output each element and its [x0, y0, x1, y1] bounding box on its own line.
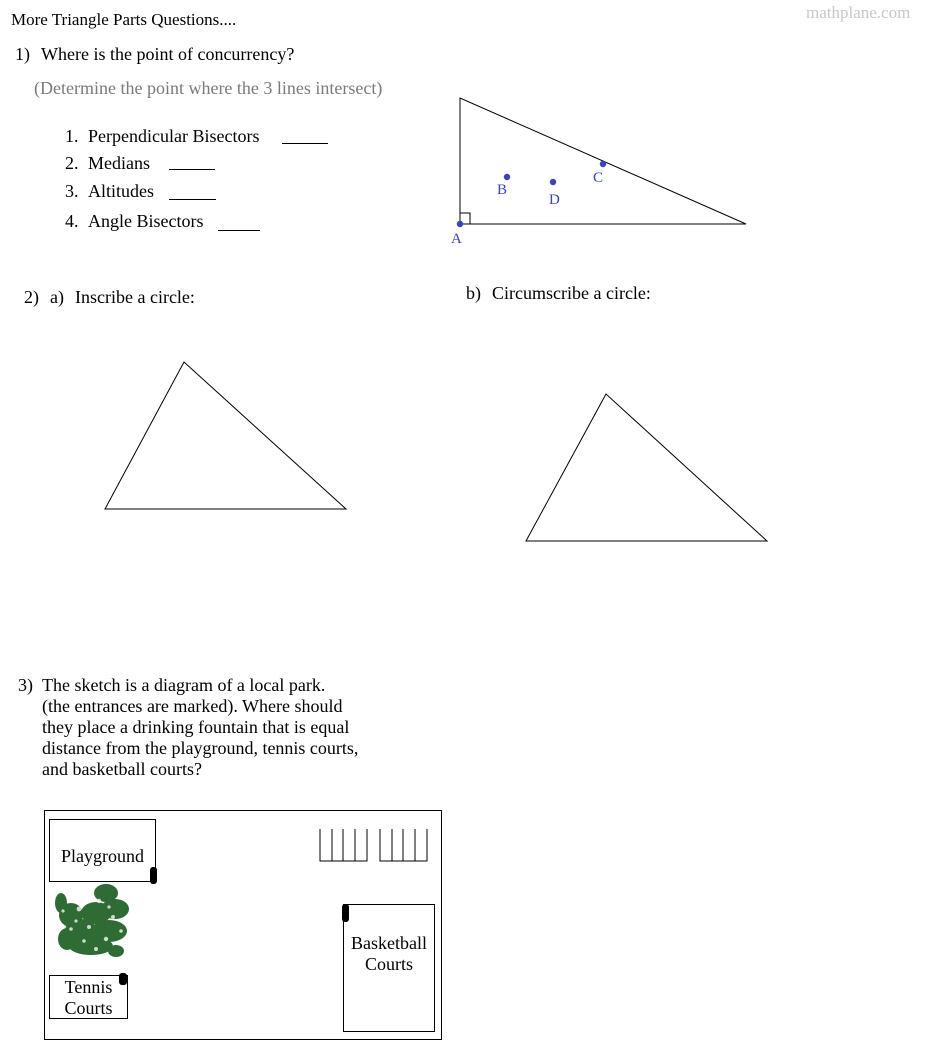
q2-number: 2) [24, 287, 39, 307]
inscribe-triangle[interactable] [100, 358, 350, 513]
point-c-label: C [593, 170, 604, 186]
circumscribe-triangle[interactable] [522, 390, 772, 546]
q1-item-label: Perpendicular Bisectors [88, 126, 260, 146]
point-a-dot [457, 221, 463, 227]
q2b-label: b) [466, 283, 481, 303]
park-diagram [44, 810, 442, 1040]
page-title: More Triangle Parts Questions.... [11, 10, 237, 29]
q2a-text: Inscribe a circle: [75, 287, 195, 307]
q3-text-line: (the entrances are marked). Where should [42, 696, 343, 716]
point-b-label: B [497, 182, 508, 198]
point-b-dot [504, 174, 510, 180]
q1-item-num: 2. [65, 153, 79, 173]
q1-item-num: 3. [65, 181, 79, 201]
q3-text-line: distance from the playground, tennis courts, [42, 738, 359, 758]
point-d-label: D [549, 192, 560, 208]
q3-text-line: The sketch is a diagram of a local park. [42, 675, 326, 695]
q1-item-label: Altitudes [88, 181, 154, 201]
tennis-courts-box [49, 975, 128, 1019]
q2a-label: a) [50, 287, 64, 307]
q2b-text: Circumscribe a circle: [492, 283, 651, 303]
basketball-courts-label: Basketball [351, 933, 427, 953]
basketball-courts-entrance [342, 904, 349, 922]
q3-text-line: and basketball courts? [42, 759, 202, 779]
q1-number: 1) [15, 44, 30, 64]
watermark: mathplane.com [806, 3, 911, 22]
playground-entrance [150, 867, 157, 884]
point-d-dot [550, 179, 556, 185]
point-a-label: A [451, 231, 462, 247]
answer-blank[interactable] [218, 230, 260, 231]
triangle-outline [105, 362, 346, 509]
tennis-courts-entrance [119, 973, 127, 985]
q1-hint: (Determine the point where the 3 lines intersect) [34, 78, 383, 98]
answer-blank[interactable] [169, 169, 215, 170]
q3-number: 3) [18, 675, 33, 695]
bleachers-icon [319, 829, 431, 865]
trees-icon [51, 881, 133, 966]
q1-item-num: 1. [65, 126, 79, 146]
answer-blank[interactable] [169, 199, 216, 200]
answer-blank[interactable] [282, 143, 328, 144]
q1-item-num: 4. [65, 211, 79, 231]
playground-box [49, 819, 156, 882]
basketball-courts-box [343, 904, 435, 1032]
triangle-outline [526, 394, 767, 541]
q1-right-triangle [445, 90, 760, 250]
point-c-dot [600, 161, 606, 167]
q1-question: Where is the point of concurrency? [41, 44, 295, 64]
basketball-courts-label: Courts [364, 954, 413, 974]
q1-item-label: Medians [88, 153, 150, 173]
tennis-courts-label: Courts [64, 998, 113, 1018]
tennis-courts-label: Tennis [64, 977, 113, 997]
playground-label: Playground [61, 846, 144, 866]
q1-item-label: Angle Bisectors [88, 211, 204, 231]
q3-text-line: they place a drinking fountain that is equal [42, 717, 350, 737]
